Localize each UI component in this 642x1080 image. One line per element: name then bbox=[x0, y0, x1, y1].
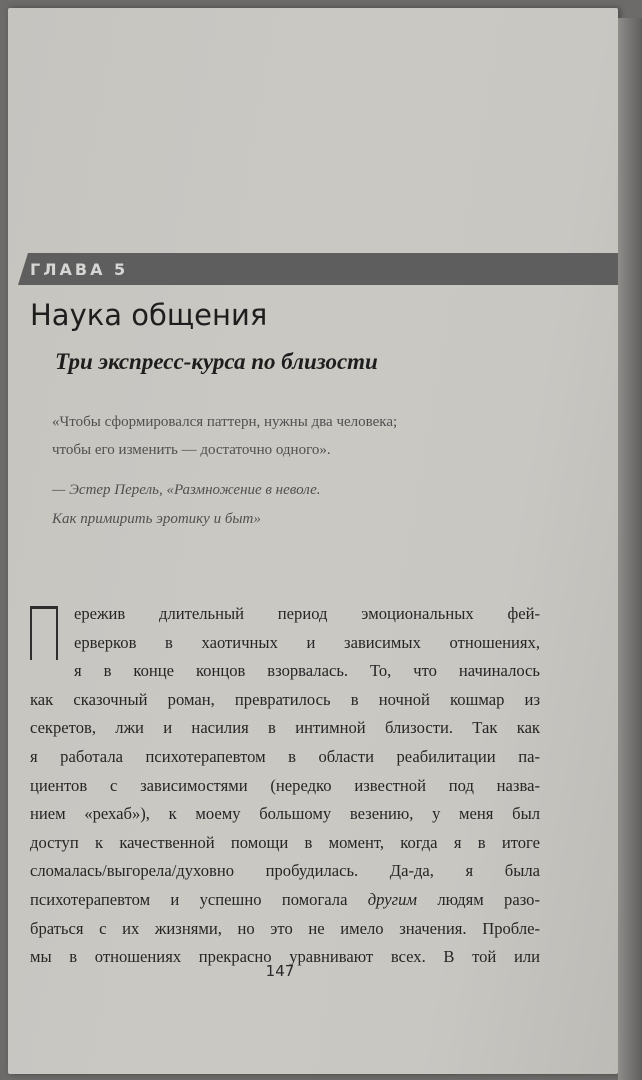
text-line: я работала психотерапевтом в области реабилитации па- bbox=[30, 746, 540, 766]
text-line: секретов, лжи и насилия в интимной близости. Так как bbox=[30, 718, 540, 738]
epigraph-quote-line: чтобы его изменить — достаточно одного». bbox=[52, 442, 331, 458]
text-line: нием «рехаб»), к моему большому везению, у меня был bbox=[30, 804, 540, 824]
text-segment: психотерапевтом и успешно помогала bbox=[30, 889, 348, 909]
text-line: я в конце концов взорвалась. То, что начиналось bbox=[74, 661, 540, 681]
epigraph bbox=[52, 408, 542, 534]
page-number: 147 bbox=[265, 962, 295, 980]
text-line: как сказочный роман, превратилось в ночной кошмар из bbox=[30, 689, 540, 709]
book-edge bbox=[618, 18, 642, 1080]
epigraph-quote bbox=[52, 408, 542, 464]
text-line: браться с их жизнями, но это не имело значения. Пробле- bbox=[30, 918, 540, 938]
text-line: ережив длительный период эмоциональных фей- bbox=[74, 604, 540, 623]
text-line: сломалась/выгорела/духовно пробудилась. Да-да, я была bbox=[30, 861, 540, 881]
text-line-with-emphasis bbox=[30, 886, 540, 915]
text-segment: людям разо- bbox=[437, 889, 540, 909]
epigraph-quote-line: «Чтобы сформировался паттерн, нужны два человека; bbox=[52, 414, 398, 430]
epigraph-attribution bbox=[52, 476, 542, 534]
epigraph-attribution-line: Как примирить эротику и быт» bbox=[52, 511, 261, 527]
text-line: ерверков в хаотичных и зависимых отношениях, bbox=[74, 632, 540, 652]
text-line: циентов с зависимостями (нередко известной под назва- bbox=[30, 775, 540, 795]
text-line: доступ к качественной помощи в момент, когда я в итоге bbox=[30, 832, 540, 852]
chapter-title: Наука общения bbox=[30, 298, 268, 332]
chapter-subtitle: Три экспресс-курса по близости bbox=[55, 349, 378, 374]
chapter-label: ГЛАВА 5 bbox=[30, 260, 129, 279]
text-line: мы в отношениях прекрасно уравнивают всех. В той или bbox=[30, 947, 540, 967]
emphasized-word: другим bbox=[367, 889, 417, 909]
body-text bbox=[30, 600, 540, 972]
epigraph-attribution-line: — Эстер Перель, «Размножение в неволе. bbox=[52, 482, 321, 498]
